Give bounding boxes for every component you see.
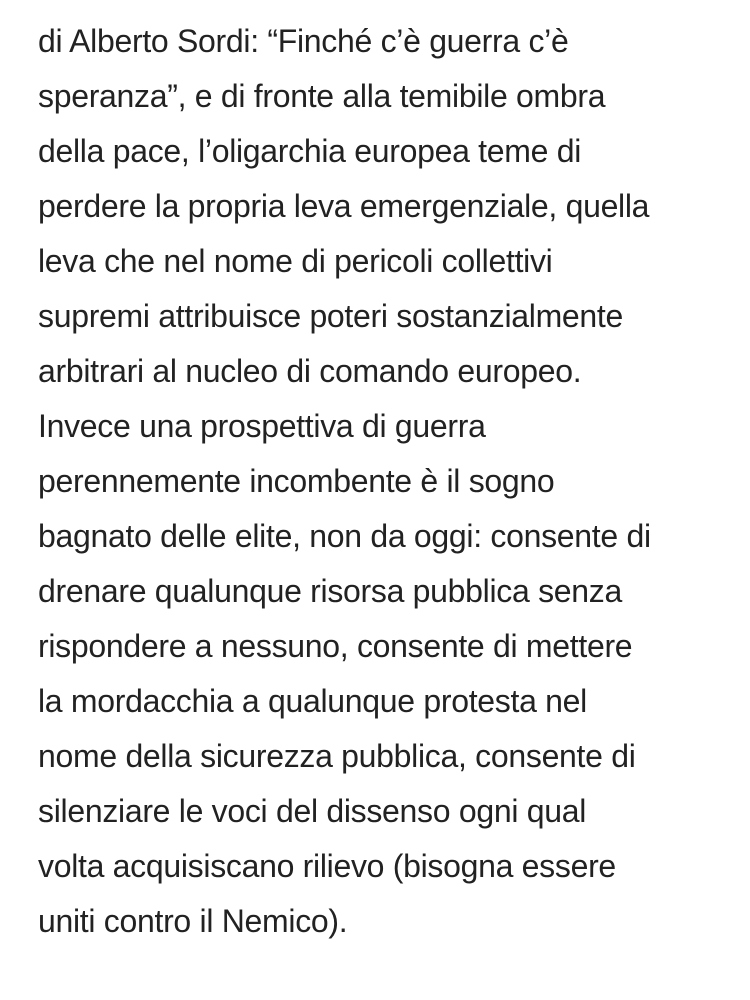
paragraph-line: arbitrari al nucleo di comando europeo. [38,353,582,389]
paragraph-line: perdere la propria leva emergenziale, quella [38,188,650,224]
paragraph-line: rispondere a nessuno, consente di mettere [38,628,633,664]
paragraph-line: silenziare le voci del dissenso ogni qual [38,793,587,829]
paragraph-line: volta acquisiscano rilievo (bisogna essere [38,848,616,884]
paragraph-line: di Alberto Sordi: “Finché c’è guerra c’è [38,23,569,59]
paragraph-line: nome della sicurezza pubblica, consente di [38,738,636,774]
paragraph-line: perennemente incombente è il sogno [38,463,555,499]
paragraph-line: la mordacchia a qualunque protesta nel [38,683,587,719]
paragraph-line: uniti contro il Nemico). [38,903,348,939]
paragraph-line: della pace, l’oligarchia europea teme di [38,133,582,169]
paragraph-line: Invece una prospettiva di guerra [38,408,486,444]
paragraph-line: supremi attribuisce poteri sostanzialmente [38,298,624,334]
cropped-previous-line [0,0,750,6]
article-paragraph [38,14,738,949]
paragraph-line: speranza”, e di fronte alla temibile ombra [38,78,606,114]
paragraph-line: bagnato delle elite, non da oggi: consente di [38,518,651,554]
paragraph-line: drenare qualunque risorsa pubblica senza [38,573,622,609]
paragraph-line: leva che nel nome di pericoli collettivi [38,243,553,279]
